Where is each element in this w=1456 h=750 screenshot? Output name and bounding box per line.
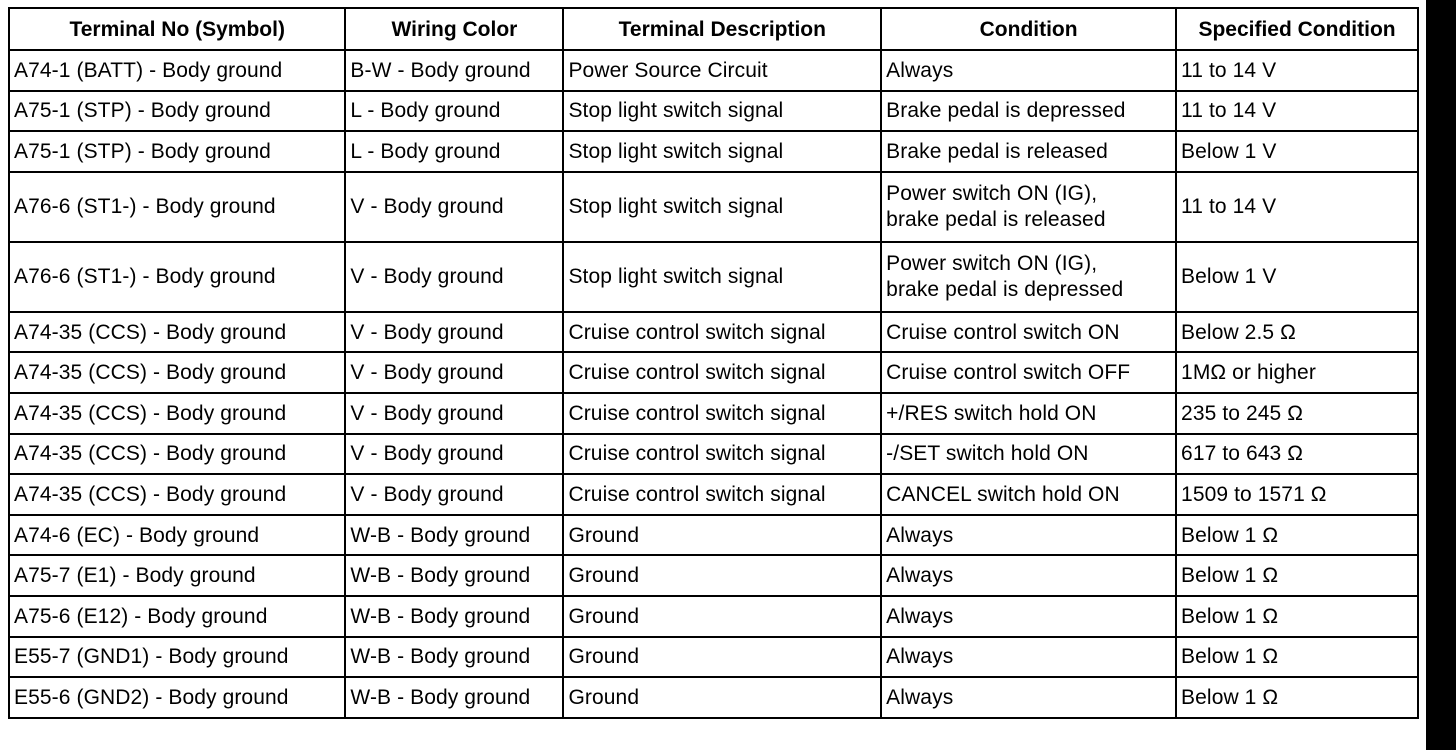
scan-border-strip	[1426, 0, 1456, 750]
cell-condition: Always	[881, 677, 1176, 718]
cell-specified: 235 to 245 Ω	[1176, 393, 1418, 434]
table-row	[9, 91, 1418, 132]
cell-terminal: A74-1 (BATT) - Body ground	[9, 50, 345, 91]
cell-wiring: W-B - Body ground	[345, 555, 563, 596]
cell-wiring: V - Body ground	[345, 393, 563, 434]
table-row	[9, 50, 1418, 91]
cell-description: Stop light switch signal	[563, 91, 881, 132]
cell-wiring: V - Body ground	[345, 474, 563, 515]
table-row	[9, 352, 1418, 393]
cell-terminal: A76-6 (ST1-) - Body ground	[9, 172, 345, 242]
cell-terminal: A74-35 (CCS) - Body ground	[9, 434, 345, 475]
cell-specified: Below 1 V	[1176, 242, 1418, 312]
cell-terminal: A74-35 (CCS) - Body ground	[9, 474, 345, 515]
cell-description: Cruise control switch signal	[563, 393, 881, 434]
condition-line-1: Power switch ON (IG),	[886, 251, 1098, 275]
cell-condition: Always	[881, 596, 1176, 637]
cell-description: Ground	[563, 555, 881, 596]
condition-line-1: Power switch ON (IG),	[886, 181, 1098, 205]
table-row	[9, 434, 1418, 475]
cell-terminal: E55-6 (GND2) - Body ground	[9, 677, 345, 718]
cell-terminal: A74-35 (CCS) - Body ground	[9, 312, 345, 353]
cell-specified: Below 1 Ω	[1176, 677, 1418, 718]
cell-description: Stop light switch signal	[563, 242, 881, 312]
cell-terminal: A74-6 (EC) - Body ground	[9, 515, 345, 556]
cell-description: Ground	[563, 515, 881, 556]
cell-condition: Always	[881, 515, 1176, 556]
cell-description: Ground	[563, 677, 881, 718]
table-row	[9, 131, 1418, 172]
terminal-spec-table	[8, 7, 1419, 719]
table-row	[9, 312, 1418, 353]
table-row	[9, 515, 1418, 556]
cell-specified: 11 to 14 V	[1176, 91, 1418, 132]
cell-specified: Below 2.5 Ω	[1176, 312, 1418, 353]
table-row	[9, 474, 1418, 515]
cell-specified: 1MΩ or higher	[1176, 352, 1418, 393]
cell-terminal: A74-35 (CCS) - Body ground	[9, 393, 345, 434]
header-specified-condition: Specified Condition	[1176, 8, 1418, 50]
cell-condition: Cruise control switch ON	[881, 312, 1176, 353]
table-row	[9, 637, 1418, 678]
cell-specified: Below 1 Ω	[1176, 555, 1418, 596]
cell-specified: Below 1 Ω	[1176, 637, 1418, 678]
cell-specified: Below 1 Ω	[1176, 596, 1418, 637]
cell-terminal: A75-6 (E12) - Body ground	[9, 596, 345, 637]
cell-terminal: A75-7 (E1) - Body ground	[9, 555, 345, 596]
table-row	[9, 172, 1418, 242]
cell-condition: Brake pedal is released	[881, 131, 1176, 172]
table-row	[9, 393, 1418, 434]
cell-wiring: W-B - Body ground	[345, 677, 563, 718]
header-wiring-color: Wiring Color	[345, 8, 563, 50]
table-row	[9, 677, 1418, 718]
cell-wiring: L - Body ground	[345, 131, 563, 172]
cell-condition: Always	[881, 555, 1176, 596]
cell-wiring: W-B - Body ground	[345, 596, 563, 637]
cell-description: Ground	[563, 596, 881, 637]
cell-condition: Always	[881, 50, 1176, 91]
cell-condition	[881, 172, 1176, 242]
cell-terminal: E55-7 (GND1) - Body ground	[9, 637, 345, 678]
cell-specified: 11 to 14 V	[1176, 50, 1418, 91]
cell-wiring: V - Body ground	[345, 242, 563, 312]
cell-specified: Below 1 Ω	[1176, 515, 1418, 556]
cell-description: Cruise control switch signal	[563, 474, 881, 515]
cell-wiring: B-W - Body ground	[345, 50, 563, 91]
cell-description: Cruise control switch signal	[563, 434, 881, 475]
cell-condition: -/SET switch hold ON	[881, 434, 1176, 475]
cell-specified: 1509 to 1571 Ω	[1176, 474, 1418, 515]
cell-wiring: V - Body ground	[345, 312, 563, 353]
cell-wiring: V - Body ground	[345, 172, 563, 242]
cell-terminal: A74-35 (CCS) - Body ground	[9, 352, 345, 393]
cell-description: Ground	[563, 637, 881, 678]
header-terminal-description: Terminal Description	[563, 8, 881, 50]
cell-description: Stop light switch signal	[563, 131, 881, 172]
cell-specified: 11 to 14 V	[1176, 172, 1418, 242]
cell-condition	[881, 242, 1176, 312]
cell-terminal: A75-1 (STP) - Body ground	[9, 91, 345, 132]
condition-line-2: brake pedal is depressed	[886, 277, 1124, 301]
cell-wiring: L - Body ground	[345, 91, 563, 132]
cell-wiring: W-B - Body ground	[345, 515, 563, 556]
cell-description: Stop light switch signal	[563, 172, 881, 242]
table-row	[9, 596, 1418, 637]
cell-condition: Cruise control switch OFF	[881, 352, 1176, 393]
cell-terminal: A76-6 (ST1-) - Body ground	[9, 242, 345, 312]
header-condition: Condition	[881, 8, 1176, 50]
cell-condition: +/RES switch hold ON	[881, 393, 1176, 434]
table-row	[9, 242, 1418, 312]
cell-terminal: A75-1 (STP) - Body ground	[9, 131, 345, 172]
cell-condition: Always	[881, 637, 1176, 678]
cell-wiring: V - Body ground	[345, 352, 563, 393]
cell-wiring: V - Body ground	[345, 434, 563, 475]
cell-description: Cruise control switch signal	[563, 312, 881, 353]
cell-condition: CANCEL switch hold ON	[881, 474, 1176, 515]
cell-specified: Below 1 V	[1176, 131, 1418, 172]
cell-description: Cruise control switch signal	[563, 352, 881, 393]
condition-line-2: brake pedal is released	[886, 207, 1106, 231]
header-terminal: Terminal No (Symbol)	[9, 8, 345, 50]
cell-specified: 617 to 643 Ω	[1176, 434, 1418, 475]
cell-wiring: W-B - Body ground	[345, 637, 563, 678]
table-row	[9, 555, 1418, 596]
cell-description: Power Source Circuit	[563, 50, 881, 91]
table-header-row	[9, 8, 1418, 50]
cell-condition: Brake pedal is depressed	[881, 91, 1176, 132]
